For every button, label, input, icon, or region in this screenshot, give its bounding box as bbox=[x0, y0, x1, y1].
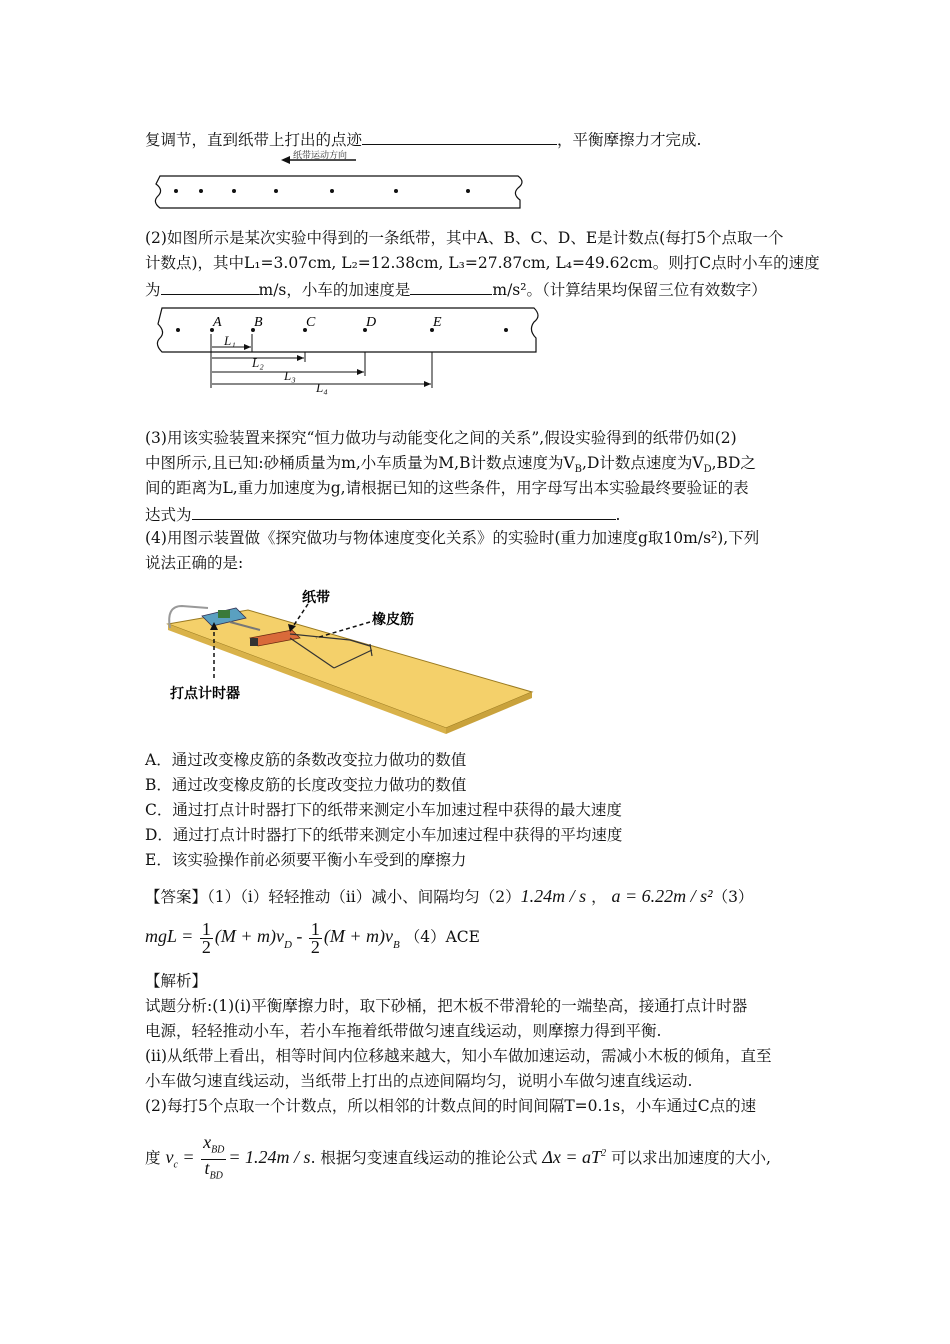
question-2-line-1: (2)如图所示是某次实验中得到的一条纸带，其中A、B、C、D、E是计数点(每打5个点取一个 bbox=[145, 229, 784, 247]
answer-equation: mgL = $\frac{1}{2}$ $(M + m)v_D$ - $\frac{1}{2}$ $(M + m)v_B$ （4）ACE bbox=[145, 918, 480, 957]
question-3-line-3: 间的距离为L,重力加速度为g,请根据已知的这些条件，用字母写出本实验最终要验证的表 bbox=[145, 479, 749, 497]
analysis-line-4: 小车做匀速直线运动，当纸带上打出的点迹间隔均匀，说明小车做匀速直线运动. bbox=[145, 1072, 693, 1090]
tape-dot bbox=[330, 189, 334, 193]
option-b[interactable]: B．通过改变橡皮筋的长度改变拉力做功的数值 bbox=[145, 776, 467, 794]
analysis-line-1: 试题分析:(1)(i)平衡摩擦力时，取下砂桶，把木板不带滑轮的一端垫高，接通打点计时器 bbox=[145, 997, 748, 1015]
question-3-line-1: (3)用该实验装置来探究“恒力做功与动能变化之间的关系”,假设实验得到的纸带仍如(2) bbox=[145, 429, 737, 447]
tape-label: 纸带 bbox=[302, 590, 330, 606]
question-2-line-3: 为 m/s，小车的加速度是 m/s²。（计算结果均保留三位有效数字） bbox=[145, 278, 767, 300]
point-c-label: C bbox=[306, 315, 316, 330]
tape-dot bbox=[274, 189, 278, 193]
question-2-line-2: 计数点)，其中L₁=3.07cm, L₂=12.38cm, L₃=27.87cm, L₄=49.62cm。则打C点时小车的速度 bbox=[145, 254, 820, 272]
spark-timer-label: 打点计时器 bbox=[170, 686, 240, 702]
option-d[interactable]: D．通过打点计时器打下的纸带来测定小车加速过程中获得的平均速度 bbox=[145, 826, 623, 844]
tape-dot bbox=[466, 189, 470, 193]
option-e[interactable]: E．该实验操作前必须要平衡小车受到的摩擦力 bbox=[145, 851, 467, 869]
acceleration-blank[interactable] bbox=[410, 278, 492, 295]
option-c[interactable]: C．通过打点计时器打下的纸带来测定小车加速过程中获得的最大速度 bbox=[145, 801, 622, 819]
rubber-band-label: 橡皮筋 bbox=[372, 612, 414, 628]
tape-dot bbox=[394, 189, 398, 193]
length-l3-label: L₃ bbox=[284, 368, 296, 383]
question-4-line-1: (4)用图示装置做《探究做功与物体速度变化关系》的实验时(重力加速度g取10m/s²),下列 bbox=[145, 529, 760, 547]
length-l1-label: L₁ bbox=[224, 333, 236, 348]
tape-direction-label: 纸带运动方向 bbox=[293, 151, 348, 161]
ticker-tape-figure-1 bbox=[148, 148, 533, 214]
question-1-tail: 复调节，直到纸带上打出的点迹 ，平衡摩擦力才完成. bbox=[145, 128, 701, 150]
answer-blank[interactable] bbox=[362, 128, 557, 145]
analysis-line-6: 度 $v_c$ = $\frac{x_{BD}}{t_{BD}}$ = 1.24m / s. 根据匀变速直线运动的推论公式 $\Delta x = aT^2$ 可以求出加速度的大小, bbox=[145, 1132, 771, 1182]
question-4-line-2: 说法正确的是: bbox=[145, 554, 244, 572]
point-b-label: B bbox=[254, 315, 263, 330]
tape-dot bbox=[174, 189, 178, 193]
analysis-line-3: (ii)从纸带上看出，相等时间内位移越来越大，知小车做加速运动，需减小木板的倾角，直至 bbox=[145, 1047, 772, 1065]
apparatus-figure bbox=[160, 582, 540, 732]
length-l4-label: L₄ bbox=[316, 380, 328, 395]
tape-dot bbox=[504, 328, 508, 332]
question-3-line-4: 达式为 . bbox=[145, 503, 620, 525]
question-3-line-2: 中图所示,且已知:砂桶质量为m,小车质量为M,B计数点速度为$V_B,D$计数点速度为$V_D,BD$之 bbox=[145, 454, 756, 476]
expression-blank[interactable] bbox=[192, 503, 616, 520]
tape-dot bbox=[232, 189, 236, 193]
answer-line-1: 【答案】（1）（i）轻轻推动（ii）减小、间隔均匀（2）1.24m / s ， a = 6.22m / s²（3） bbox=[145, 886, 754, 906]
point-d-label: D bbox=[366, 315, 377, 330]
point-e-label: E bbox=[433, 315, 442, 330]
velocity-blank[interactable] bbox=[161, 278, 259, 295]
analysis-line-5: (2)每打5个点取一个计数点，所以相邻的计数点间的时间间隔T=0.1s，小车通过C点的速 bbox=[145, 1097, 757, 1115]
ticker-tape-figure-2 bbox=[148, 300, 548, 400]
length-l2-label: L₂ bbox=[252, 355, 264, 370]
point-a-label: A bbox=[213, 315, 222, 330]
tape-dot bbox=[176, 328, 180, 332]
analysis-label: 【解析】 bbox=[145, 972, 208, 990]
analysis-line-2: 电源，轻轻推动小车，若小车拖着纸带做匀速直线运动，则摩擦力得到平衡. bbox=[145, 1022, 662, 1040]
tape-dot bbox=[199, 189, 203, 193]
option-a[interactable]: A．通过改变橡皮筋的条数改变拉力做功的数值 bbox=[145, 751, 467, 769]
